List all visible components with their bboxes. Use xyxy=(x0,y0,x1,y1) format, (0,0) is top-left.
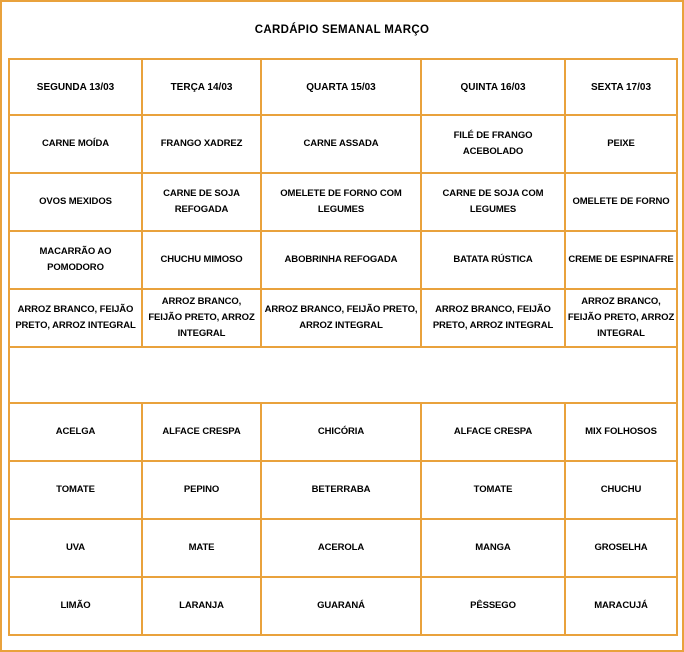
menu-row xyxy=(9,173,677,231)
menu-cell: MARACUJÁ xyxy=(565,577,677,635)
menu-cell: ARROZ BRANCO, FEIJÃO PRETO, ARROZ INTEGRAL xyxy=(142,289,261,347)
column-header-wednesday: QUARTA 15/03 xyxy=(261,59,421,115)
menu-cell: CHUCHU xyxy=(565,461,677,519)
menu-cell: BATATA RÚSTICA xyxy=(421,231,565,289)
menu-cell: OVOS MEXIDOS xyxy=(9,173,142,231)
menu-row xyxy=(9,577,677,635)
menu-cell: MACARRÃO AO POMODORO xyxy=(9,231,142,289)
menu-table xyxy=(8,58,678,636)
menu-cell: LIMÃO xyxy=(9,577,142,635)
menu-cell: LARANJA xyxy=(142,577,261,635)
menu-cell: ACEROLA xyxy=(261,519,421,577)
menu-cell: GROSELHA xyxy=(565,519,677,577)
column-header-tuesday: TERÇA 14/03 xyxy=(142,59,261,115)
column-header-friday: SEXTA 17/03 xyxy=(565,59,677,115)
menu-row xyxy=(9,461,677,519)
menu-cell: UVA xyxy=(9,519,142,577)
menu-cell: CARNE MOÍDA xyxy=(9,115,142,173)
menu-body xyxy=(9,115,677,635)
menu-cell: PEIXE xyxy=(565,115,677,173)
menu-cell: PEPINO xyxy=(142,461,261,519)
menu-row xyxy=(9,231,677,289)
menu-cell: ABOBRINHA REFOGADA xyxy=(261,231,421,289)
menu-cell: ARROZ BRANCO, FEIJÃO PRETO, ARROZ INTEGRAL xyxy=(421,289,565,347)
menu-cell: TOMATE xyxy=(9,461,142,519)
menu-cell: CARNE DE SOJA COM LEGUMES xyxy=(421,173,565,231)
menu-cell: MIX FOLHOSOS xyxy=(565,403,677,461)
menu-cell: PÊSSEGO xyxy=(421,577,565,635)
spacer-cell xyxy=(9,347,677,403)
menu-cell: BETERRABA xyxy=(261,461,421,519)
menu-cell: CHUCHU MIMOSO xyxy=(142,231,261,289)
menu-cell: FRANGO XADREZ xyxy=(142,115,261,173)
menu-cell: ARROZ BRANCO, FEIJÃO PRETO, ARROZ INTEGRAL xyxy=(261,289,421,347)
menu-row xyxy=(9,115,677,173)
menu-row xyxy=(9,519,677,577)
menu-cell: ACELGA xyxy=(9,403,142,461)
menu-cell: CREME DE ESPINAFRE xyxy=(565,231,677,289)
menu-cell: ARROZ BRANCO, FEIJÃO PRETO, ARROZ INTEGRAL xyxy=(9,289,142,347)
menu-title: CARDÁPIO SEMANAL MARÇO xyxy=(254,24,430,36)
spacer-row xyxy=(9,347,677,403)
menu-cell: CARNE ASSADA xyxy=(261,115,421,173)
menu-cell: ALFACE CRESPA xyxy=(421,403,565,461)
menu-cell: ALFACE CRESPA xyxy=(142,403,261,461)
menu-cell: CARNE DE SOJA REFOGADA xyxy=(142,173,261,231)
header-row xyxy=(9,59,677,115)
menu-cell: FILÉ DE FRANGO ACEBOLADO xyxy=(421,115,565,173)
column-header-thursday: QUINTA 16/03 xyxy=(421,59,565,115)
menu-cell: MANGA xyxy=(421,519,565,577)
menu-cell: TOMATE xyxy=(421,461,565,519)
menu-row xyxy=(9,403,677,461)
menu-cell: OMELETE DE FORNO xyxy=(565,173,677,231)
menu-cell: ARROZ BRANCO, FEIJÃO PRETO, ARROZ INTEGRAL xyxy=(565,289,677,347)
column-header-monday: SEGUNDA 13/03 xyxy=(9,59,142,115)
menu-cell: CHICÓRIA xyxy=(261,403,421,461)
menu-cell: GUARANÁ xyxy=(261,577,421,635)
menu-cell: MATE xyxy=(142,519,261,577)
menu-cell: OMELETE DE FORNO COM LEGUMES xyxy=(261,173,421,231)
menu-row xyxy=(9,289,677,347)
